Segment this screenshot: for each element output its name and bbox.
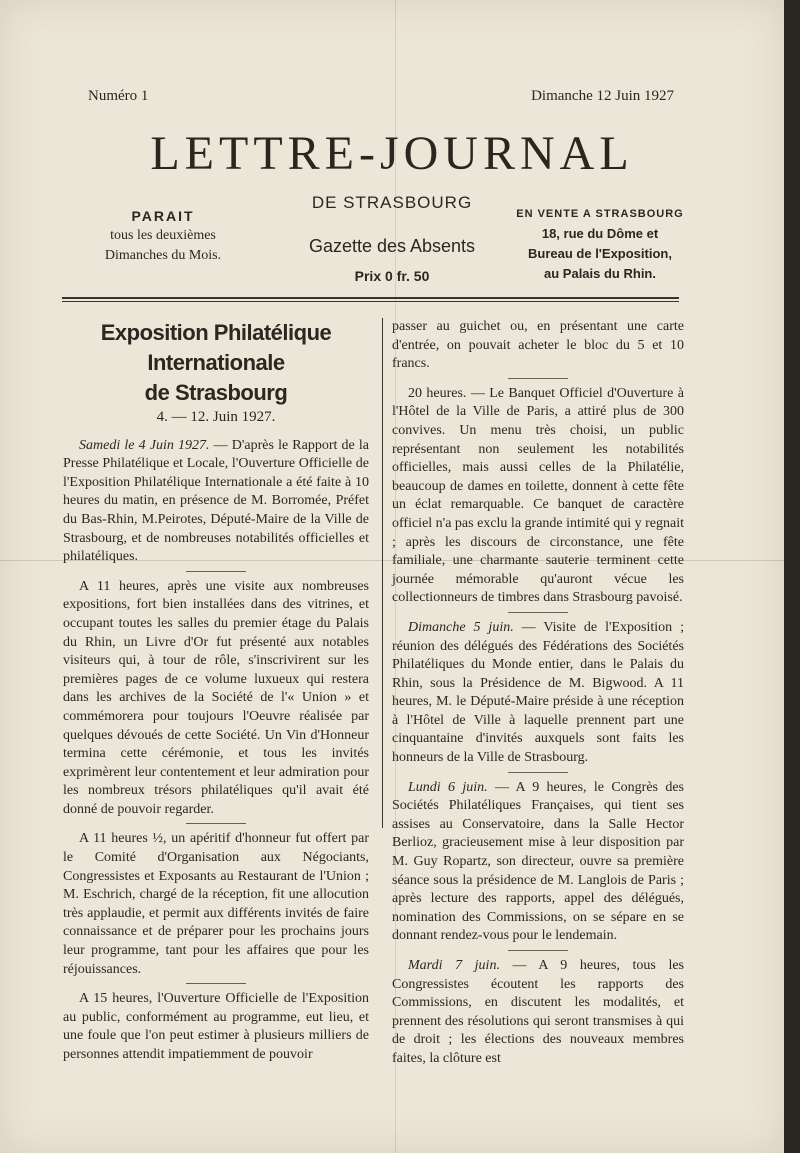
paragraph-text: passer au guichet ou, en présentant une carte d'entrée, on pouvait acheter le bloc du 5 et 10 francs. bbox=[392, 319, 684, 372]
sales-line: au Palais du Rhin. bbox=[544, 266, 656, 281]
article-paragraph bbox=[63, 830, 369, 979]
article-title-line: de Strasbourg bbox=[144, 380, 288, 405]
price: Prix 0 fr. 50 bbox=[354, 268, 430, 284]
sales-points bbox=[500, 204, 700, 284]
article-title-line: Exposition Philatélique Internationale bbox=[100, 320, 332, 375]
paragraph-text: — D'après le Rapport de la Presse Philatélique et Locale, l'Ouverture Officielle de l'Exposition Philatélique Internationale a été faite à 10 heures du matin, en présence de M. Borromée, Préfet du Bas-Rhin, M.Peirotes, Député-Maire de la Ville de Strasbourg, et de nombreuses notabilités officielles et philatéliques. bbox=[63, 437, 370, 565]
paragraph-lead: Lundi 6 juin. bbox=[408, 779, 488, 795]
article-paragraph bbox=[392, 779, 684, 946]
paragraph-text: — Visite de l'Exposition ; réunion des délégués des Fédérations des Sociétés Philatéliques du Monde entier, dans le Palais du Rhin, sous la Présidence de M. Bigwood. A 11 heures, M. le Député-Maire préside à une réception à l'Hôtel de Ville à laquelle prennent part une cinquantaine d'invités auxquels sont faits les honneurs de la Ville de Strasbourg. bbox=[392, 619, 684, 766]
schedule-line: Dimanches du Mois. bbox=[104, 248, 222, 263]
schedule-line: tous les deuxièmes bbox=[110, 228, 216, 243]
paragraph-text: — A 9 heures, tous les Congressistes écoutent les rapports des Commissions, en discutent les modalités, et prennent des résolutions qui seront transmises à qui de droit ; les élections des nouveaux membres faites, la clôture est bbox=[392, 958, 684, 1066]
gazette-line: Gazette des Absents bbox=[308, 236, 476, 256]
paragraph-text: A 15 heures, l'Ouverture Officielle de l'Exposition au public, conformément au programme, eut lieu, et une foule que l'on peut estimer à plusieurs milliers de personnes attendit impatiemment de pouvoir bbox=[63, 991, 369, 1062]
article-paragraph bbox=[392, 318, 684, 374]
paragraph-lead: Samedi le 4 Juin 1927. bbox=[79, 437, 210, 453]
paragraph-separator bbox=[186, 571, 246, 572]
article-paragraph bbox=[63, 990, 369, 1064]
column-divider bbox=[382, 318, 383, 828]
article-paragraph bbox=[392, 957, 684, 1069]
publication-schedule bbox=[78, 206, 248, 266]
header-rule bbox=[62, 297, 679, 299]
paragraph-text: — A 9 heures, le Congrès des Sociétés Philatéliques Françaises, qui tient ses assises au Conservatoire, dans la Salle Hector Berlioz, gracieusement mise à leur disposition par M. Guy Ropartz, son directeur, ouvre sa première séance sous la présidence de M. Langlois de Paris ; après lecture des rapports, appel des délégués, nomination des Commissions, on se sépare en se donnant rendez-vous pour le lendemain. bbox=[392, 779, 684, 944]
article-paragraph bbox=[392, 619, 684, 768]
paragraph-separator bbox=[508, 950, 568, 951]
paragraph-separator bbox=[186, 823, 246, 824]
article-title bbox=[63, 318, 369, 408]
paragraph-text: A 11 heures, après une visite aux nombreuses expositions, fort bien installées dans des vitrines, et occupant toutes les salles du premier étage du Palais du Rhin, un Livre d'Or fut présenté aux notables visiteurs qui, à tour de rôle, s'inscrivirent sur les premières pages de ce volume luxueux qui restera dans les archives de la Société de l'« Union » et commémorera pour toujours l'Oeuvre réalisée par quelques dévoués de cette Société. Un Vin d'Honneur termina cette cérémonie, et tous les invités exprimèrent leur contentement et leur admiration pour les nombreux trésors philatéliques qu'il avait été donné de pouvoir regarder. bbox=[63, 578, 369, 817]
sales-line: Bureau de l'Exposition, bbox=[528, 246, 672, 261]
paragraph-lead: Dimanche 5 juin. bbox=[408, 619, 514, 635]
column-right-body bbox=[392, 318, 684, 1069]
paragraph-separator bbox=[186, 983, 246, 984]
paragraph-lead: Mardi 7 juin. bbox=[408, 958, 500, 973]
sales-line: 18, rue du Dôme et bbox=[541, 226, 659, 241]
column-left-body bbox=[63, 437, 369, 1065]
paragraph-text: A 11 heures ½, un apéritif d'honneur fut offert par le Comité d'Organisation aux Négociants, Congressistes et Exposants au Restaurant de l'Union ; M. Eschrich, chargé de la réception, fit une allocution très applaudie, et permit aux différents invités de faire connaissance et de préparer pour les prochains jours leur programme, tant pour les affaires que pour les réjouissances. bbox=[63, 831, 369, 977]
paragraph-separator bbox=[508, 378, 568, 379]
article-paragraph bbox=[63, 437, 369, 567]
masthead-subtitle: DE STRASBOURG bbox=[311, 193, 473, 212]
masthead-title: LETTRE-JOURNAL bbox=[150, 127, 634, 180]
paragraph-text: 20 heures. — Le Banquet Officiel d'Ouverture à l'Hôtel de la Ville de Paris, a attiré plus de 300 convives. Un menu très choisi, un public représentant non seulement les notabilités officielles, mais aussi celles de la Philatélie, beaucoup de dames en toilette, donnent à cette fête un éclat remarquable. Ce banquet de caractère officiel n'a pas exclu la grande intimité qui y regnait ; après les discours de circonstance, une fête familiale, une charmante sauterie terminent cette journée mémorable qu'auront vécue les collectionneurs de timbres dans Strasbourg pavoisé. bbox=[392, 385, 684, 606]
header-rule-thin bbox=[62, 301, 679, 302]
schedule-heading: PARAIT bbox=[131, 208, 195, 224]
article-paragraph bbox=[392, 385, 684, 608]
column-right bbox=[392, 318, 684, 1069]
article-dates: 4. — 12. Juin 1927. bbox=[156, 409, 276, 425]
article-paragraph bbox=[63, 578, 369, 820]
issue-date: Dimanche 12 Juin 1927 bbox=[531, 88, 674, 104]
paragraph-separator bbox=[508, 612, 568, 613]
issue-number: Numéro 1 bbox=[88, 88, 149, 104]
column-left bbox=[63, 318, 369, 1065]
sales-heading: EN VENTE A STRASBOURG bbox=[516, 208, 684, 220]
paragraph-separator bbox=[508, 772, 568, 773]
